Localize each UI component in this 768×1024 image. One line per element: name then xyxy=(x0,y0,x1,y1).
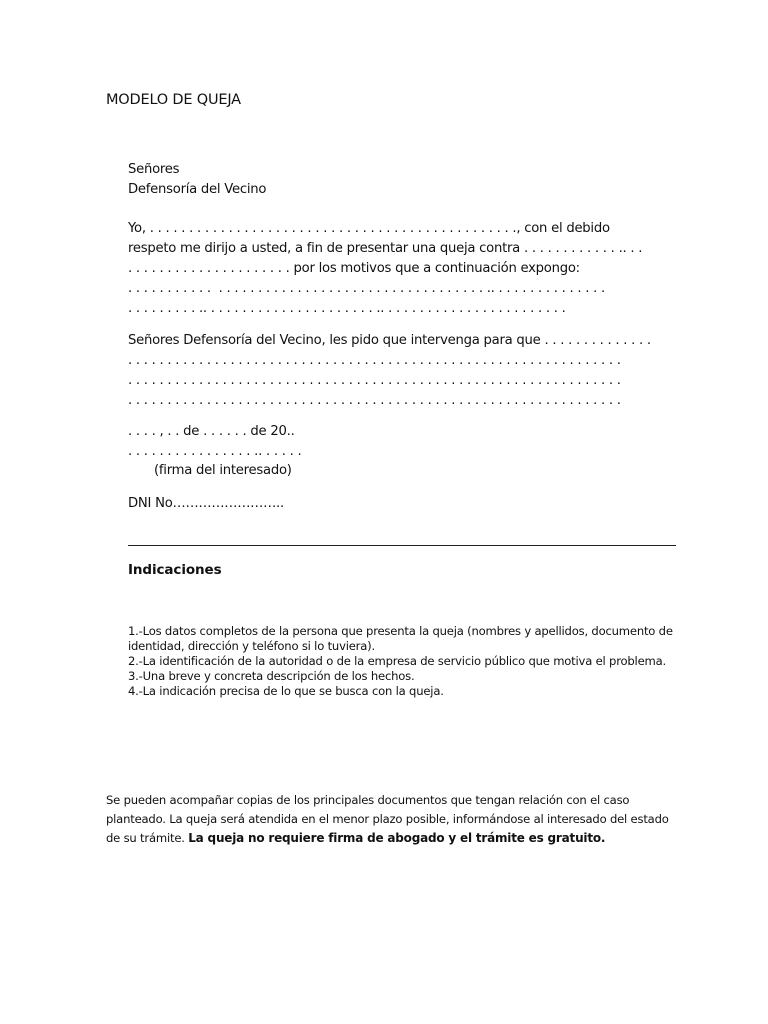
indicaciones-item: 2.-La identificación de la autoridad o de la empresa de servicio público que motiva el problema. xyxy=(128,654,666,668)
document-title: MODELO DE QUEJA xyxy=(106,92,241,108)
dni-line: DNI No…………………….. xyxy=(128,496,284,511)
indicaciones-heading: Indicaciones xyxy=(128,562,222,578)
paragraph2-line-1: Señores Defensoría del Vecino, les pido que intervenga para que . . . . . . . . . . . . . . xyxy=(128,333,651,348)
paragraph1-line-1: Yo, . . . . . . . . . . . . . . . . . . . . . . . . . . . . . . . . . . . . . . . . . . . . . . ., con el debido xyxy=(128,221,610,236)
paragraph2-line-4: . . . . . . . . . . . . . . . . . . . . . . . . . . . . . . . . . . . . . . . . . . . . . . . . . . . . . . . . . . . . . . . xyxy=(128,393,621,408)
addressee-line-1: Señores xyxy=(128,162,180,177)
footer-line-2: planteado. La queja será atendida en el menor plazo posible, informándose al interesado del estado xyxy=(106,812,669,826)
indicaciones-item: 4.-La indicación precisa de lo que se busca con la queja. xyxy=(128,684,444,698)
paragraph1-line-4: . . . . . . . . . . . . . . . . . . . . . . . . . . . . . . . . . . . . . . . . . . . . . .. . . . . . . . . . . . . . . xyxy=(128,281,605,296)
section-divider xyxy=(128,545,676,546)
date-line: . . . . , . . de . . . . . . de 20.. xyxy=(128,424,295,439)
footer-line-1: Se pueden acompañar copias de los principales documentos que tengan relación con el caso xyxy=(106,793,630,807)
paragraph1-line-3: . . . . . . . . . . . . . . . . . . . . . por los motivos que a continuación expongo: xyxy=(128,261,580,276)
indicaciones-item: 1.-Los datos completos de la persona que presenta la queja (nombres y apellidos, documento de xyxy=(128,624,673,638)
paragraph2-line-2: . . . . . . . . . . . . . . . . . . . . . . . . . . . . . . . . . . . . . . . . . . . . . . . . . . . . . . . . . . . . . . . xyxy=(128,353,621,368)
indicaciones-item: identidad, dirección y teléfono si lo tuviera). xyxy=(128,639,375,653)
indicaciones-item: 3.-Una breve y concreta descripción de los hechos. xyxy=(128,669,415,683)
addressee-line-2: Defensoría del Vecino xyxy=(128,182,267,197)
footer-line-3 xyxy=(106,829,605,848)
paragraph1-line-5: . . . . . . . . . .. . . . . . . . . . . . . . . . . . . . . . .. . . . . . . . . . . . . . . . . . . . . . . . xyxy=(128,301,566,316)
footer-bold-statement: La queja no requiere firma de abogado y el trámite es gratuito. xyxy=(188,831,606,845)
paragraph1-line-2: respeto me dirijo a usted, a fin de presentar una queja contra . . . . . . . . . . . . .. . . xyxy=(128,241,643,256)
paragraph2-line-3: . . . . . . . . . . . . . . . . . . . . . . . . . . . . . . . . . . . . . . . . . . . . . . . . . . . . . . . . . . . . . . . xyxy=(128,373,621,388)
signature-dots-line: . . . . . . . . . . . . . . . . .. . . . . . xyxy=(128,444,302,459)
footer-line-3-start: de su trámite. xyxy=(106,831,189,845)
signature-label: (firma del interesado) xyxy=(154,463,292,478)
